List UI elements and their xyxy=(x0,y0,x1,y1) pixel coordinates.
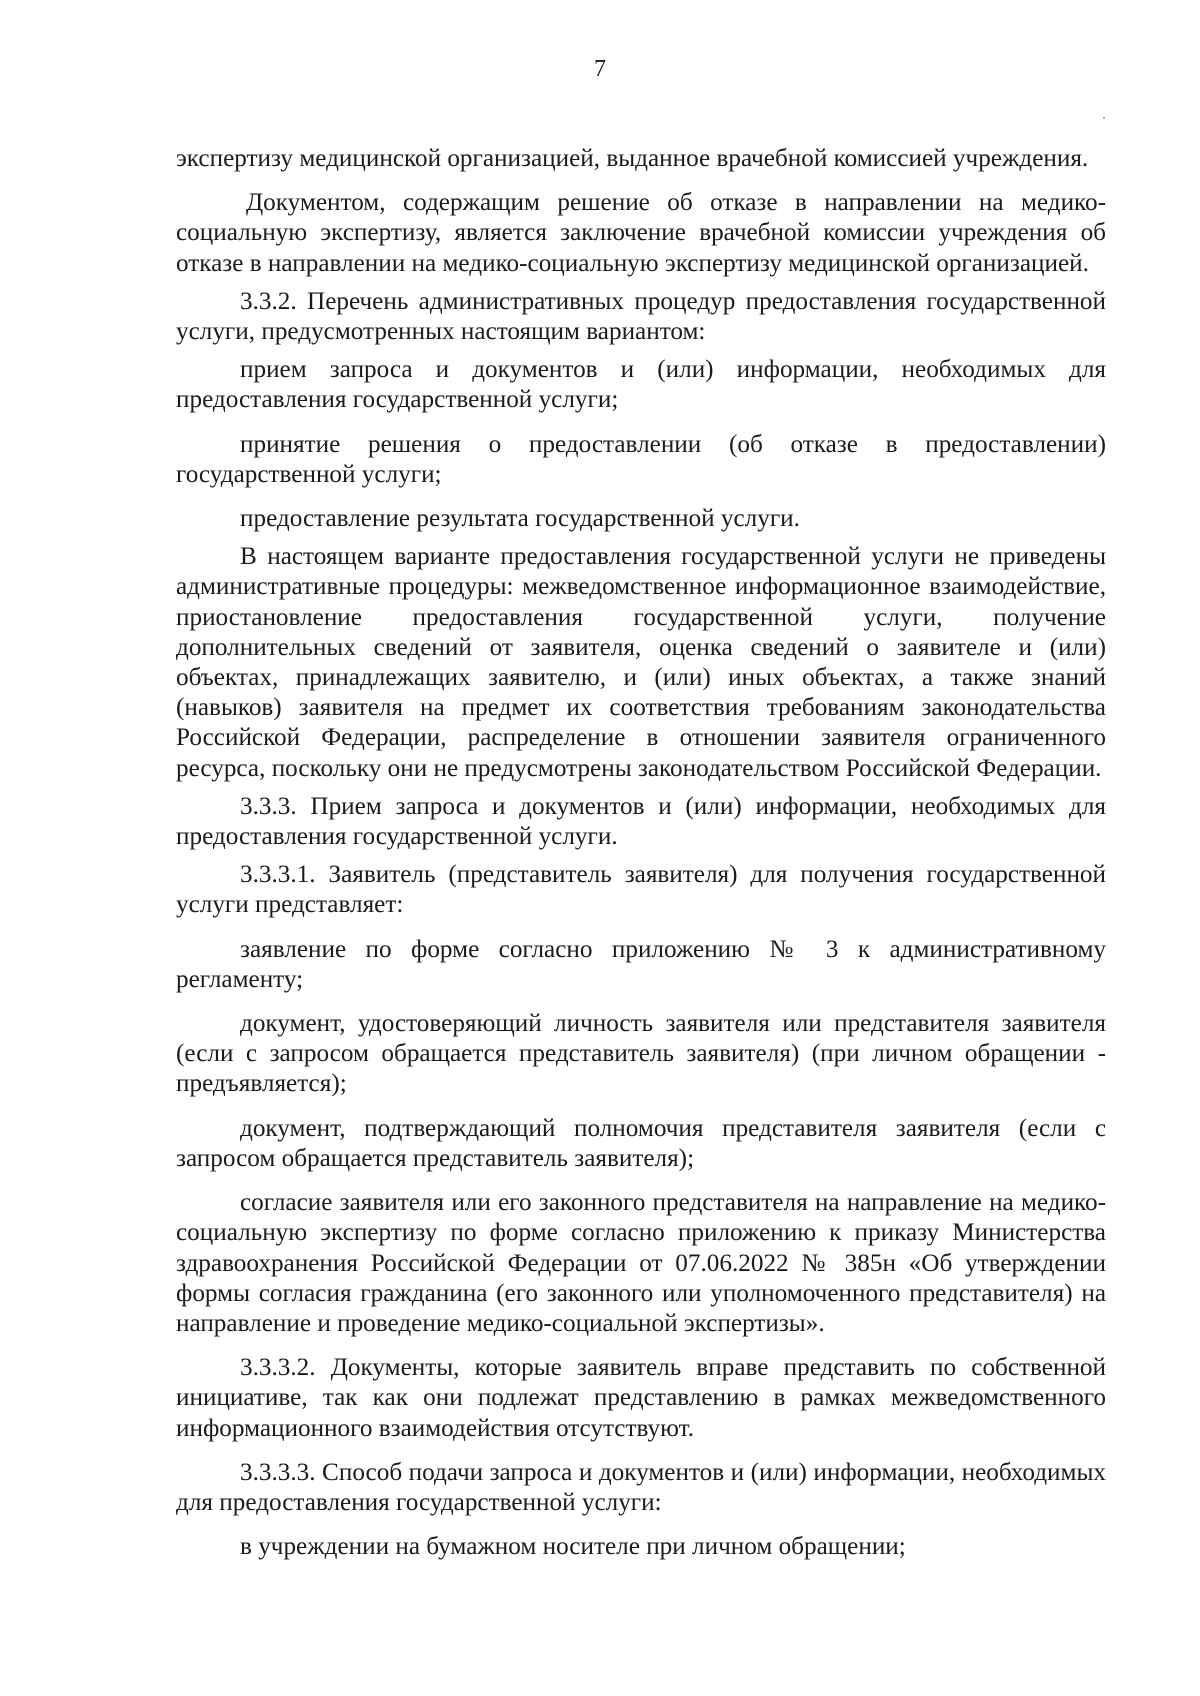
list-item: документ, удостоверяющий личность заявителя или представителя заявителя (если с запросом обращается представитель заявителя) (при личном обращении - предъявляется); xyxy=(176,1010,1106,1098)
paragraph: 3.3.3.3. Способ подачи запроса и документов и (или) информации, необходимых для предоставления государственной услуги: xyxy=(176,1458,1106,1516)
scan-speck xyxy=(1103,117,1105,119)
list-item: принятие решения о предоставлении (об отказе в предоставлении) государственной услуги; xyxy=(176,430,1106,488)
paragraph: экспертизу медицинской организацией, выданное врачебной комиссией учреждения. xyxy=(176,145,1089,172)
page-number: 7 xyxy=(594,56,606,82)
paragraph: В настоящем варианте предоставления государственной услуги не приведены административные процедуры: межведомственное информационное взаимодействие, приостановление предоставления государственной услуги, получение дополнительных сведений от заявителя, оценка сведений о заявителе и (или) объектах, принадлежащих заявителю, и (или) иных объектах, а также знаний (навыков) заявителя на предмет их соответствия требованиям законодательства Российской Федерации, распределение в отношении заявителя ограниченного ресурса, поскольку они не предусмотрены законодательством Российской Федерации. xyxy=(176,543,1106,782)
list-item: прием запроса и документов и (или) информации, необходимых для предоставления государственной услуги; xyxy=(176,356,1106,414)
list-item: в учреждении на бумажном носителе при личном обращении; xyxy=(240,1533,906,1561)
paragraph: 3.3.3.1. Заявитель (представитель заявителя) для получения государственной услуги представляет: xyxy=(176,861,1106,919)
section-heading: 3.3.3. Прием запроса и документов и (или) информации, необходимых для предоставления государственной услуги. xyxy=(176,792,1106,851)
paragraph: Документом, содержащим решение об отказе в направлении на медико-социальную экспертизу, является заключение врачебной комиссии учреждения об отказе в направлении на медико-социальную экспертизу медицинской организацией. xyxy=(176,189,1106,277)
list-item: предоставление результата государственной услуги. xyxy=(240,505,800,533)
document-body xyxy=(176,144,1106,1562)
list-item: заявление по форме согласно приложению № 3 к административному регламенту; xyxy=(176,935,1106,993)
list-item: согласие заявителя или его законного представителя на направление на медико-социальную экспертизу по форме согласно приложению к приказу Министерства здравоохранения Российской Федерации от 07.06.2022 № 385н «Об утверждении формы согласия гражданина (его законного или уполномоченного представителя) на направление и проведение медико-социальной экспертизы». xyxy=(176,1189,1106,1337)
paragraph: 3.3.3.2. Документы, которые заявитель вправе представить по собственной инициативе, так как они подлежат представлению в рамках межведомственного информационного взаимодействия отсутствуют. xyxy=(176,1354,1106,1442)
paragraph: 3.3.2. Перечень административных процедур предоставления государственной услуги, предусмотренных настоящим вариантом: xyxy=(176,287,1106,346)
list-item: документ, подтверждающий полномочия представителя заявителя (если с запросом обращается представитель заявителя); xyxy=(176,1114,1106,1172)
